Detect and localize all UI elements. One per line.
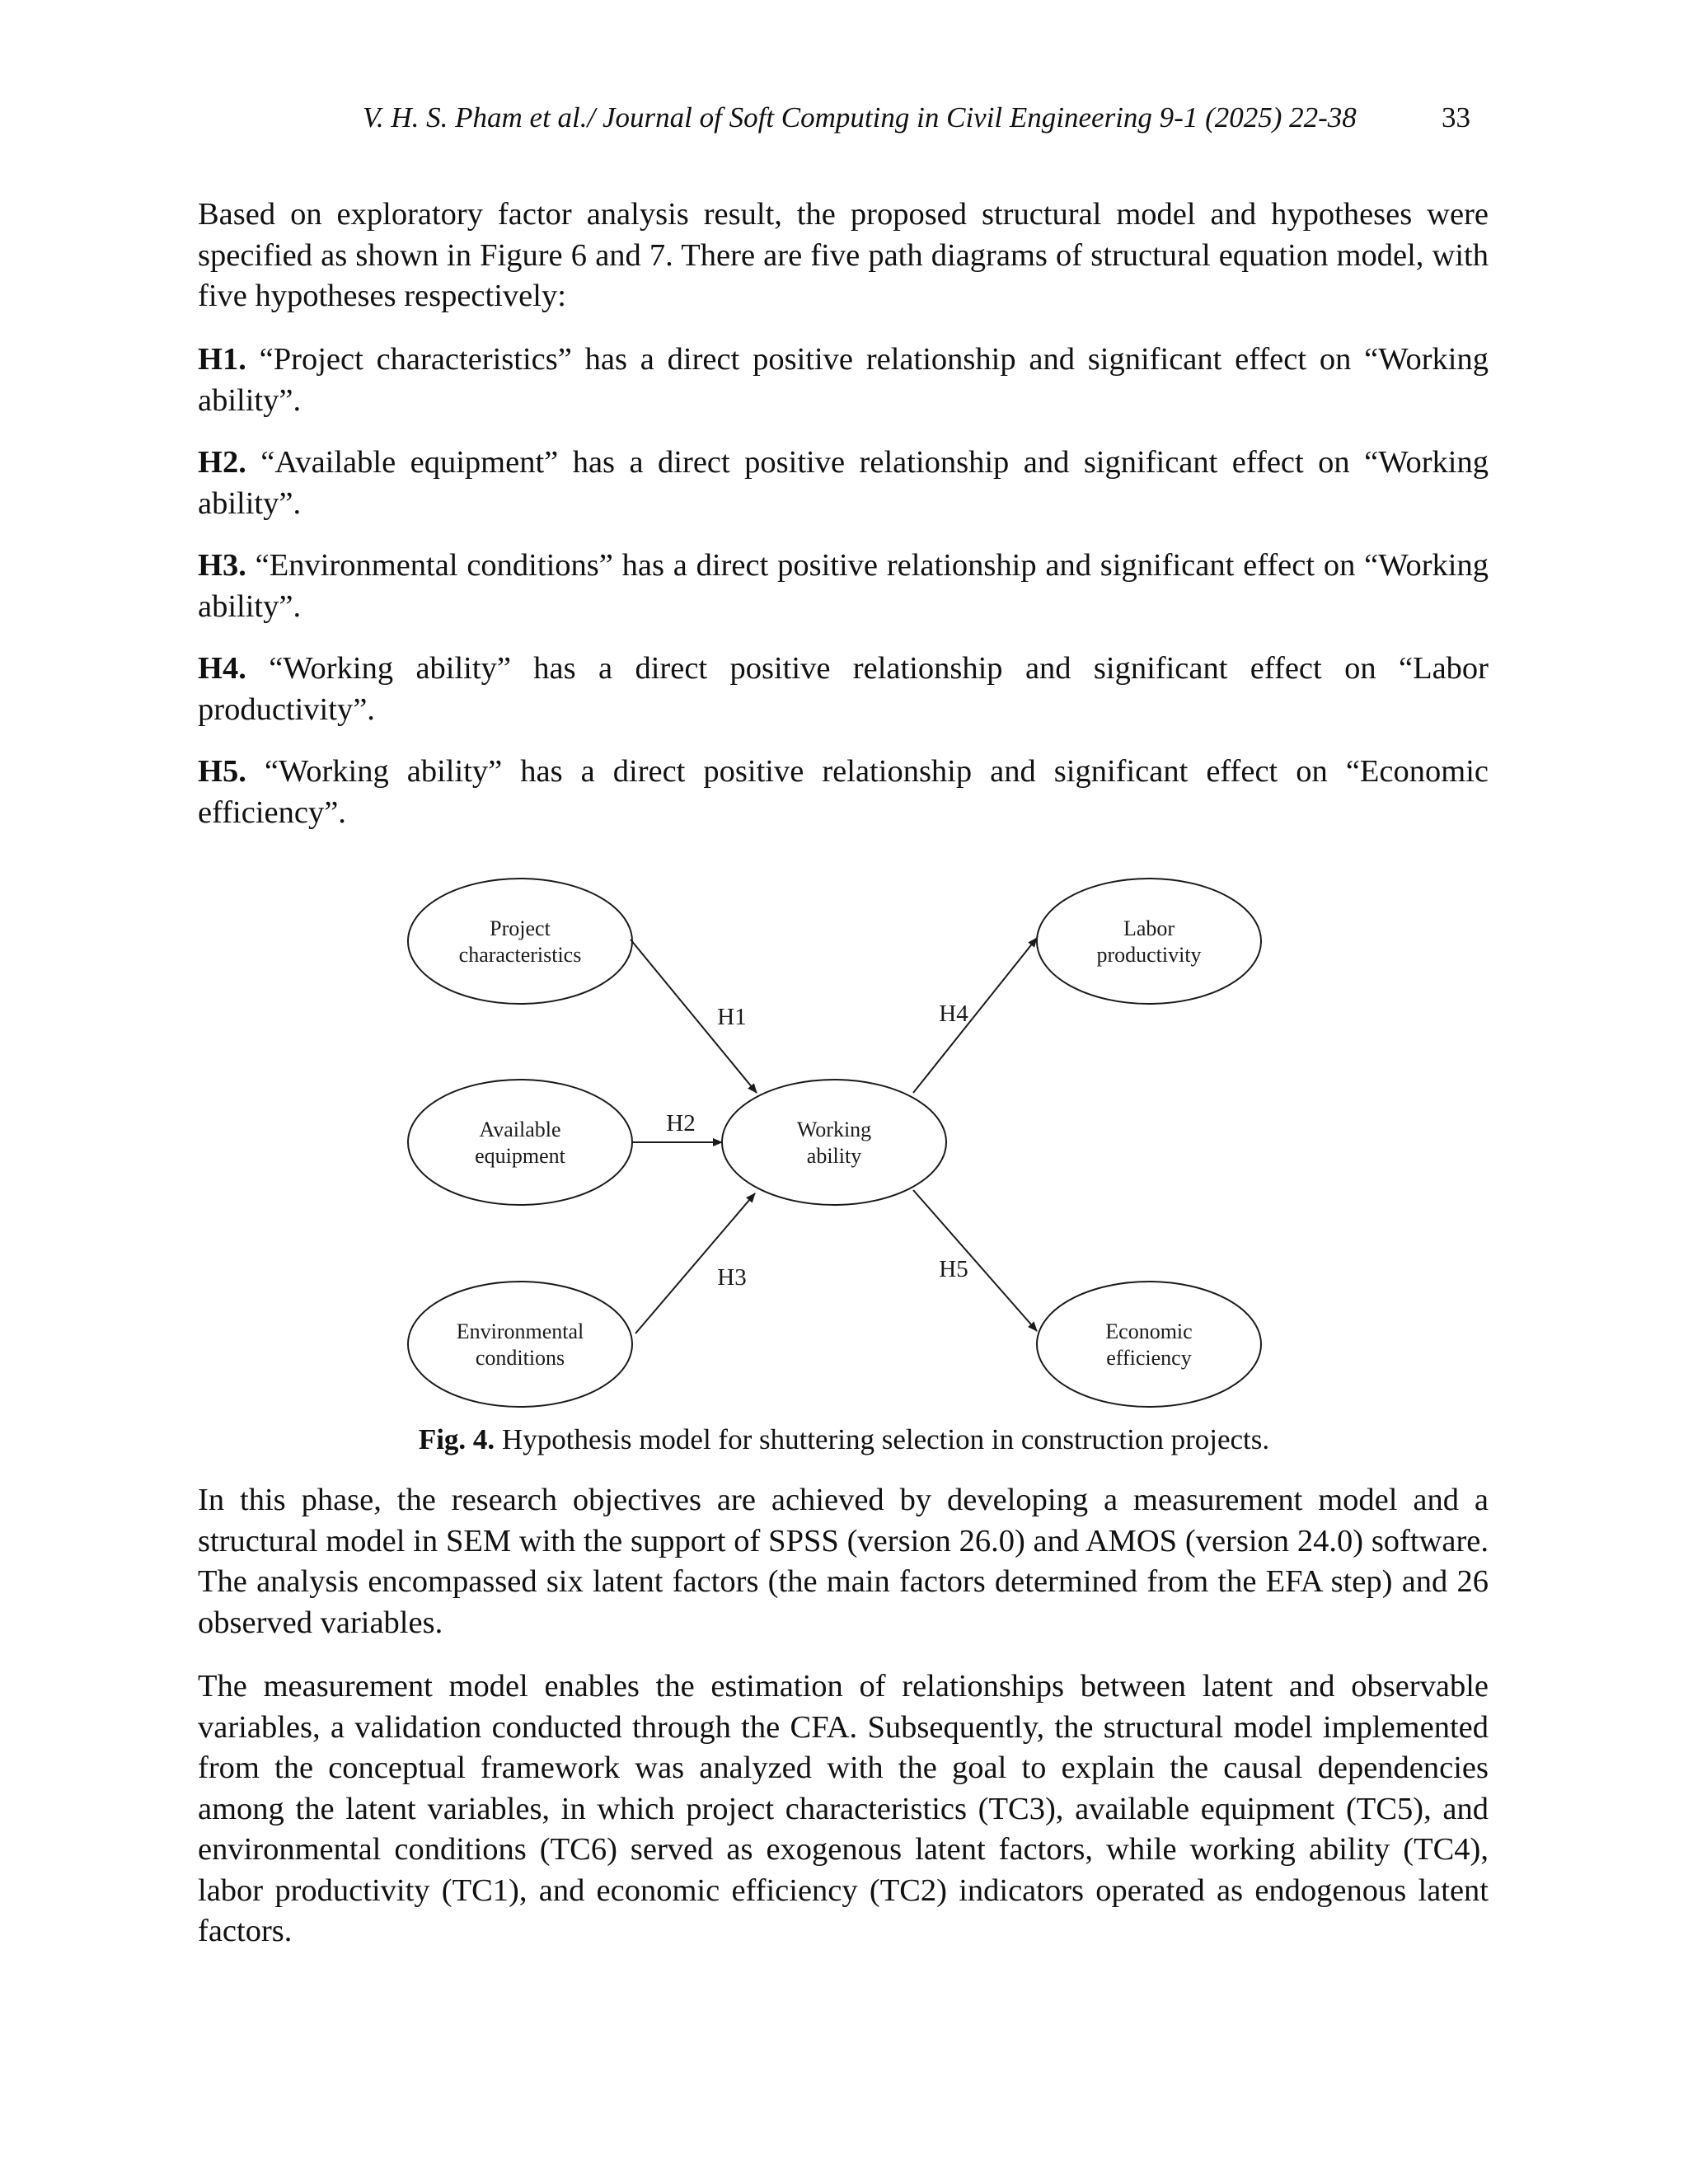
node-label: Economic	[1105, 1319, 1193, 1343]
path-label-h1: H1	[717, 1004, 747, 1030]
hypothesis-text: “Working ability” has a direct positive relationship and significant effect on “Economic efficiency”.	[198, 754, 1489, 830]
node-labor-productivity	[1037, 879, 1261, 1004]
path-label-h5: H5	[939, 1256, 968, 1282]
path-arrow-h3	[635, 1193, 755, 1333]
node-label: Available	[479, 1118, 561, 1141]
hypothesis-text: “Environmental conditions” has a direct positive relationship and significant effect on “Working ability”.	[198, 548, 1489, 624]
caption-text: Hypothesis model for shuttering selection in construction projects.	[495, 1423, 1270, 1455]
figure-caption	[0, 1419, 1688, 1460]
hypothesis-h4	[198, 649, 1489, 730]
node-label: Labor	[1123, 916, 1175, 940]
node-environmental-conditions	[408, 1282, 632, 1407]
hypothesis-label: H4.	[198, 651, 246, 686]
hypothesis-label: H5.	[198, 754, 246, 789]
hypotheses-list	[198, 340, 1489, 855]
paragraph-3: The measurement model enables the estimation of relationships between latent and observable variables, a validation conducted through the CFA. Subsequently, the structural model implemented from the conceptual framework was analyzed with the goal to explain the causal dependencies among the latent variables, in which project characteristics (TC3), available equipment (TC5), and environmental conditions (TC6) served as exogenous latent factors, while working ability (TC4), labor productivity (TC1), and economic efficiency (TC2) indicators operated as endogenous latent factors.	[198, 1669, 1489, 1948]
path-label-h2: H2	[666, 1110, 696, 1137]
hypothesis-h1	[198, 340, 1489, 421]
hypothesis-h2	[198, 443, 1489, 524]
page-number: 33	[1442, 101, 1470, 134]
path-label-h3: H3	[717, 1264, 747, 1291]
hypothesis-text: “Available equipment” has a direct positive relationship and significant effect on “Working ability”.	[198, 445, 1489, 521]
path-label-h4: H4	[939, 1001, 968, 1027]
paragraph-2: In this phase, the research objectives are achieved by developing a measurement model and a structural model in SEM with the support of SPSS (version 26.0) and AMOS (version 24.0) software. The analysis encompassed six latent factors (the main factors determined from the EFA step) and 26 observed variables.	[198, 1483, 1489, 1640]
node-project-characteristics	[408, 879, 632, 1004]
running-title: V. H. S. Pham et al./ Journal of Soft Computing in Civil Engineering 9-1 (2025) 22-38	[363, 101, 1357, 134]
node-label: conditions	[475, 1346, 565, 1370]
node-label: Environmental	[456, 1319, 584, 1343]
node-economic-efficiency	[1037, 1282, 1261, 1407]
intro-paragraph: Based on exploratory factor analysis result, the proposed structural model and hypotheses were specified as shown in Figure 6 and 7. There are five path diagrams of structural equation model, with five hypotheses respectively:	[198, 197, 1489, 313]
caption-label: Fig. 4.	[418, 1423, 495, 1455]
hypothesis-h3	[198, 546, 1489, 627]
node-working-ability	[722, 1080, 946, 1205]
node-label: equipment	[475, 1144, 565, 1168]
intro-paragraph-block	[198, 194, 1489, 317]
hypothesis-diagram	[0, 865, 1688, 1409]
hypothesis-text: “Working ability” has a direct positive relationship and significant effect on “Labor productivity”.	[198, 651, 1489, 727]
hypothesis-h5	[198, 752, 1489, 833]
node-label: ability	[806, 1144, 862, 1168]
hypothesis-model-figure	[0, 865, 1688, 1409]
node-available-equipment	[408, 1080, 632, 1205]
node-label: Working	[796, 1118, 872, 1141]
hypothesis-text: “Project characteristics” has a direct positive relationship and significant effect on “Working ability”.	[198, 342, 1489, 418]
paragraph-2-block	[198, 1480, 1489, 1643]
path-arrow-h4	[913, 938, 1037, 1093]
node-label: characteristics	[458, 943, 582, 967]
paragraph-3-block	[198, 1666, 1489, 1952]
node-label: Project	[490, 916, 551, 940]
path-arrow-h5	[913, 1190, 1037, 1331]
node-label: productivity	[1096, 943, 1202, 967]
node-label: efficiency	[1106, 1346, 1192, 1370]
hypothesis-label: H3.	[198, 548, 246, 583]
hypothesis-label: H1.	[198, 342, 246, 377]
hypothesis-label: H2.	[198, 445, 246, 480]
running-head	[0, 97, 1688, 138]
